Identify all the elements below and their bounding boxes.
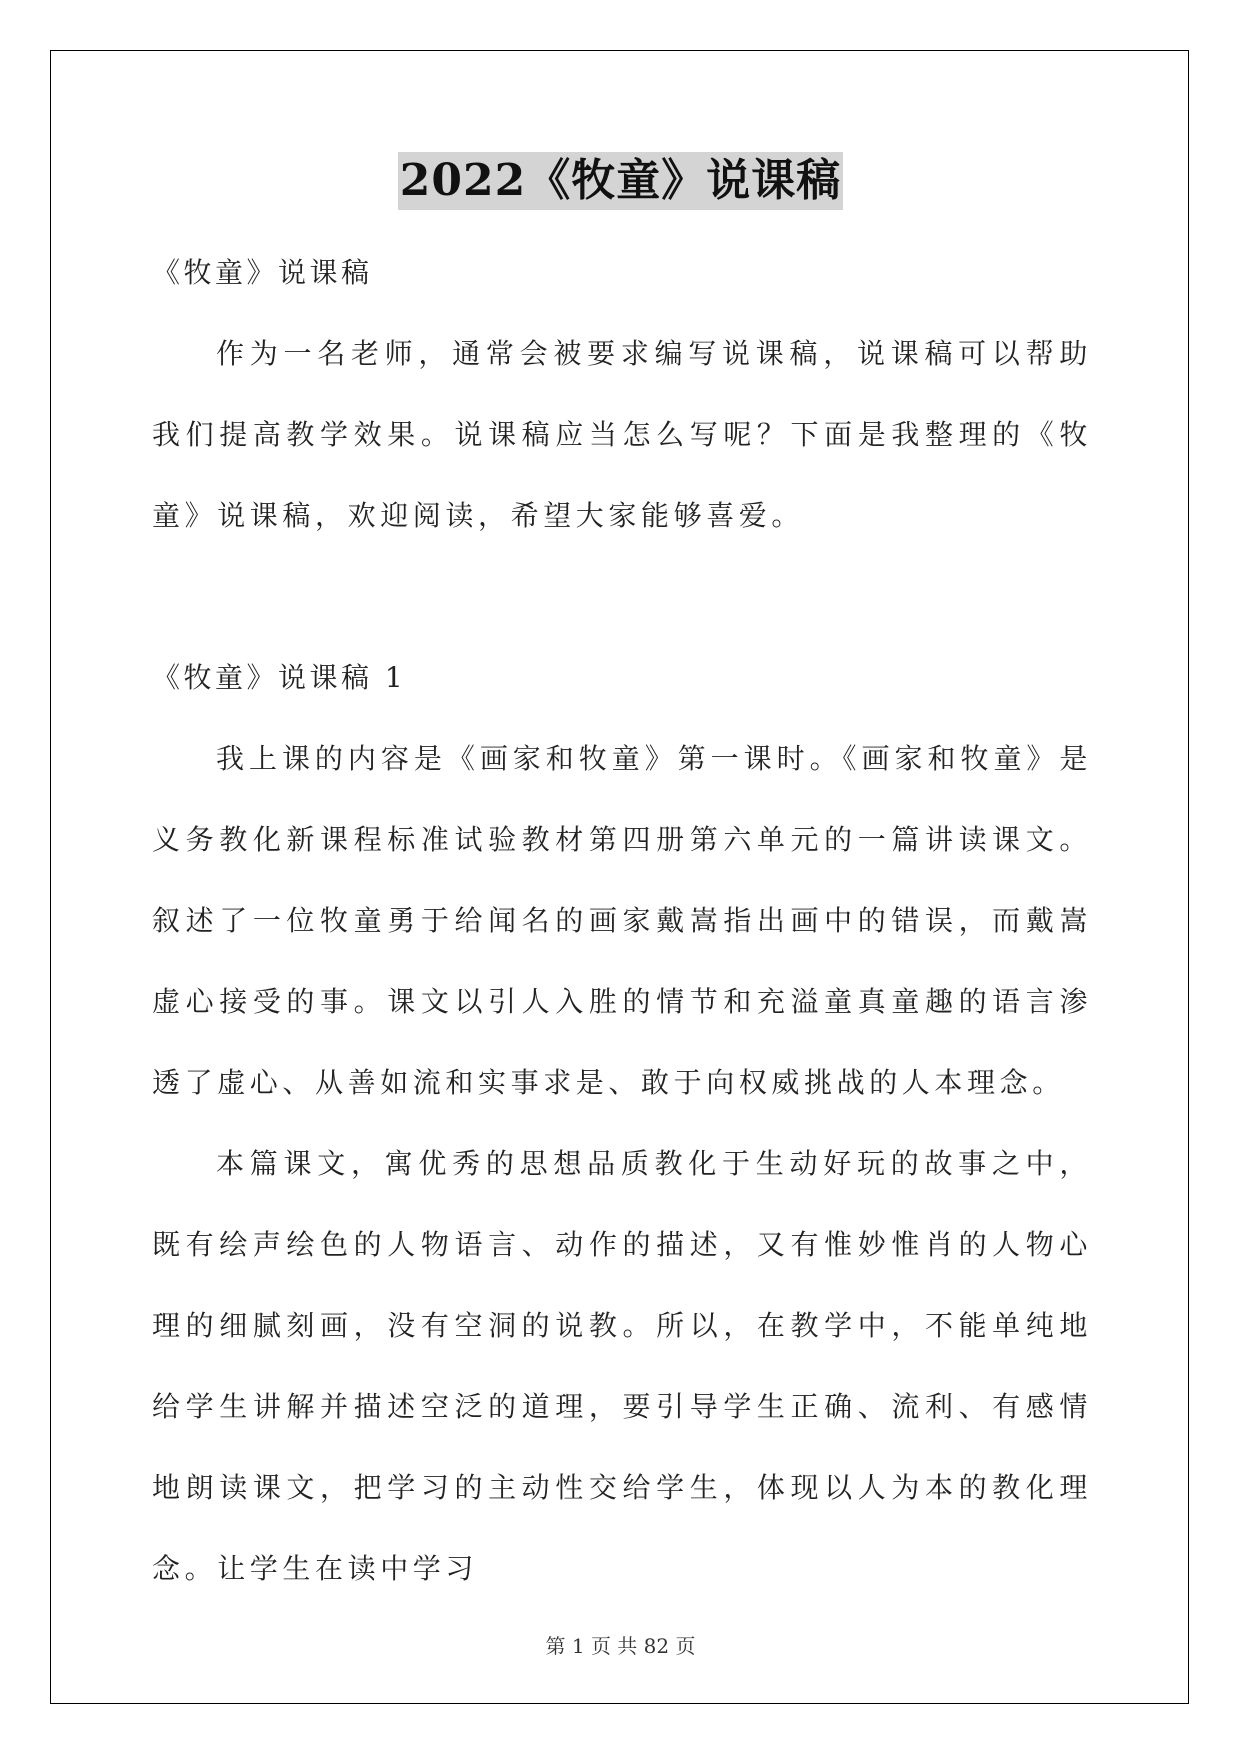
document-body [152, 232, 1092, 1609]
body-paragraph-1: 我上课的内容是《画家和牧童》第一课时。《画家和牧童》是义务教化新课程标准试验教材第四册第六单元的一篇讲读课文。叙述了一位牧童勇于给闻名的画家戴嵩指出画中的错误，而戴嵩虚心接受的事。课文以引人入胜的情节和充溢童真童趣的语言渗透了虚心、从善如流和实事求是、敢于向权威挑战的人本理念。 [152, 742, 1092, 1099]
page-footer: 第 1 页 共 82 页 [545, 1634, 696, 1658]
body-paragraph-2: 本篇课文，寓优秀的思想品质教化于生动好玩的故事之中，既有绘声绘色的人物语言、动作的描述，又有惟妙惟肖的人物心理的细腻刻画，没有空洞的说教。所以，在教学中，不能单纯地给学生讲解并描述空泛的道理，要引导学生正确、流利、有感情地朗读课文，把学习的主动性交给学生，体现以人为本的教化理念。让学生在读中学习 [152, 1147, 1092, 1585]
document-title: 2022《牧童》说课稿 [398, 152, 843, 210]
title-container [0, 152, 1241, 210]
section-heading: 《牧童》说课稿 [152, 256, 373, 289]
intro-paragraph: 作为一名老师，通常会被要求编写说课稿，说课稿可以帮助我们提高教学效果。说课稿应当怎么写呢？下面是我整理的《牧童》说课稿，欢迎阅读，希望大家能够喜爱。 [152, 337, 1092, 532]
section-heading-1: 《牧童》说课稿 1 [152, 661, 407, 694]
spacer [152, 556, 1092, 637]
